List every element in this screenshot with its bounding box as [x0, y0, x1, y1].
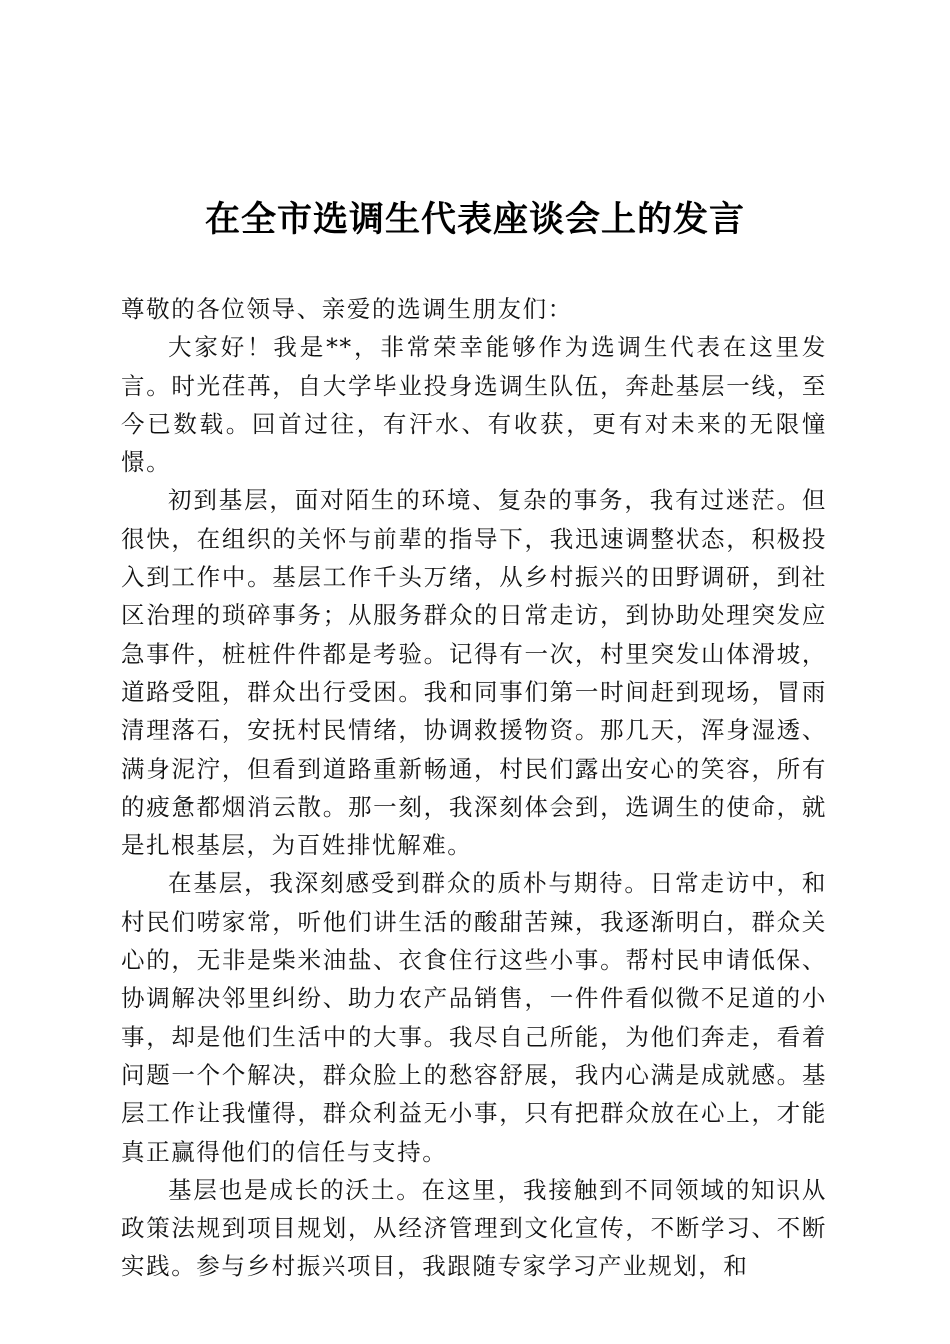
paragraph-4: 基层也是成长的沃土。在这里，我接触到不同领域的知识从政策法规到项目规划，从经济管理到文化宣传，不断学习、不断实践。参与乡村振兴项目，我跟随专家学习产业规划，和 [121, 1175, 827, 1281]
document-body [121, 290, 827, 1286]
paragraph-2: 初到基层，面对陌生的环境、复杂的事务，我有过迷茫。但很快，在组织的关怀与前辈的指导下，我迅速调整状态，积极投入到工作中。基层工作千头万绪，从乡村振兴的田野调研，到社区治理的琐碎事务；从服务群众的日常走访，到协助处理突发应急事件，桩桩件件都是考验。记得有一次，村里突发山体滑坡，道路受阻，群众出行受困。我和同事们第一时间赶到现场，冒雨清理落石，安抚村民情绪，协调救援物资。那几天，浑身湿透、满身泥泞，但看到道路重新畅通，村民们露出安心的笑容，所有的疲惫都烟消云散。那一刻，我深刻体会到，选调生的使命，就是扎根基层，为百姓排忧解难。 [121, 486, 827, 860]
salutation: 尊敬的各位领导、亲爱的选调生朋友们： [121, 295, 573, 323]
paragraph-1: 大家好！我是**，非常荣幸能够作为选调生代表在这里发言。时光荏苒，自大学毕业投身选调生队伍，奔赴基层一线，至今已数载。回首过往，有汗水、有收获，更有对未来的无限憧憬。 [121, 333, 827, 477]
paragraph-3: 在基层，我深刻感受到群众的质朴与期待。日常走访中，和村民们唠家常，听他们讲生活的酸甜苦辣，我逐渐明白，群众关心的，无非是柴米油盐、衣食住行这些小事。帮村民申请低保、协调解决邻里纠纷、助力农产品销售，一件件看似微不足道的小事，却是他们生活中的大事。我尽自己所能，为他们奔走，看着问题一个个解决，群众脸上的愁容舒展，我内心满是成就感。基层工作让我懂得，群众利益无小事，只有把群众放在心上，才能真正赢得他们的信任与支持。 [121, 869, 827, 1166]
document-title: 在全市选调生代表座谈会上的发言 [204, 199, 745, 240]
